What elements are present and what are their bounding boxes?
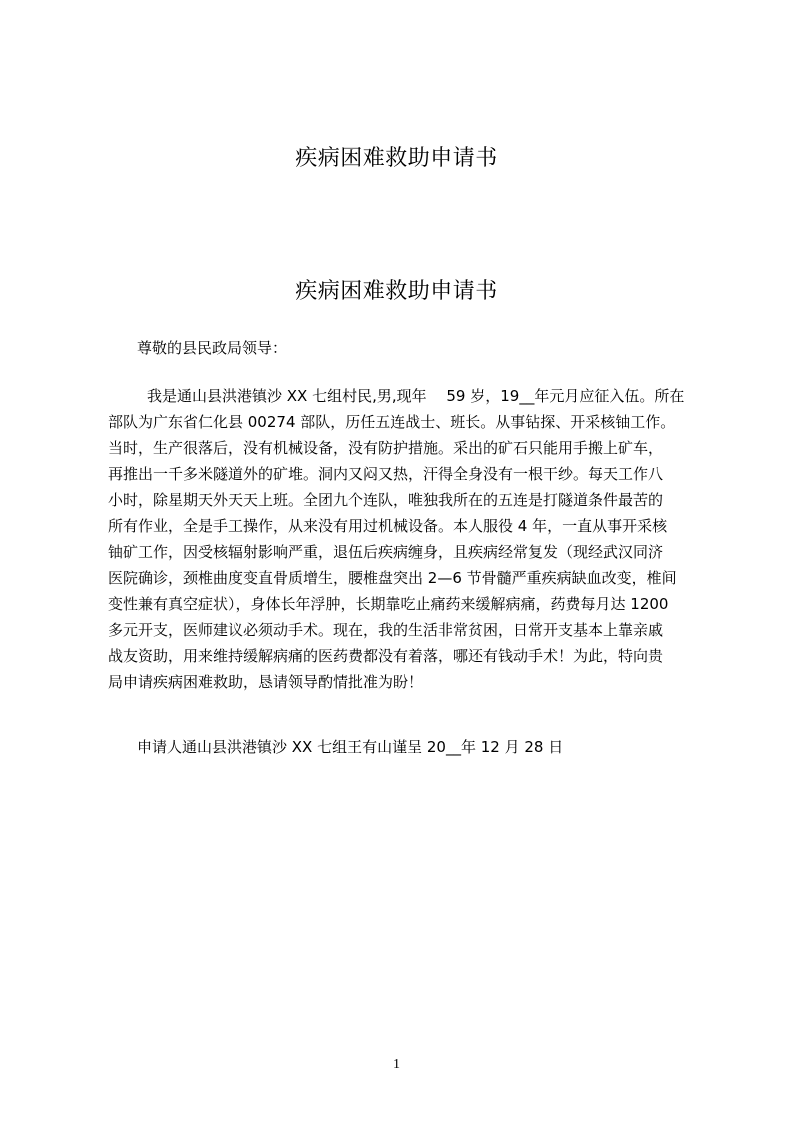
body-line: 部队为广东省仁化县 00274 部队，历任五连战士、班长。从事钻探、开采核铀工作。 bbox=[108, 413, 676, 431]
document-header-title: 疾病困难救助申请书 bbox=[295, 146, 498, 171]
body-line: 我是通山县洪港镇沙 XX 七组村民,男,现年 59 岁，19__年元月应征入伍。所在 bbox=[147, 387, 685, 405]
letter-body bbox=[108, 383, 696, 695]
body-line: 所有作业，全是手工操作，从来没有用过机械设备。本人服役 4 年，一直从事开采核 bbox=[108, 517, 668, 535]
salutation: 尊敬的县民政局领导： bbox=[137, 339, 288, 357]
body-line: 医院确诊，颈椎曲度变直骨质增生，腰椎盘突出 2—6 节骨髓严重疾病缺血改变，椎间 bbox=[108, 569, 677, 587]
body-line: 多元开支，医师建议必须动手术。现在，我的生活非常贫困，日常开支基本上靠亲戚 bbox=[108, 621, 664, 639]
body-line: 局申请疾病困难救助，恳请领导酌情批准为盼！ bbox=[108, 673, 424, 691]
body-line: 再推出一千多米隧道外的矿堆。洞内又闷又热，汗得全身没有一根干纱。每天工作八 bbox=[108, 465, 664, 483]
body-line: 当时，生产很落后，没有机械设备，没有防护措施。采出的矿石只能用手搬上矿车， bbox=[108, 439, 664, 457]
signature-line: 申请人通山县洪港镇沙 XX 七组王有山谨呈 20__年 12 月 28 日 bbox=[137, 738, 564, 756]
body-line: 小时，除星期天外天天上班。全团九个连队，唯独我所在的五连是打隧道条件最苦的 bbox=[108, 491, 664, 509]
body-line: 变性兼有真空症状），身体长年浮肿，长期靠吃止痛药来缓解病痛，药费每月达 1200 bbox=[108, 595, 669, 613]
page-number: 1 bbox=[393, 1057, 400, 1072]
body-line: 战友资助，用来维持缓解病痛的医药费都没有着落，哪还有钱动手术！为此，特向贵 bbox=[108, 647, 664, 665]
body-line: 铀矿工作，因受核辐射影响严重，退伍后疾病缠身，且疾病经常复发（现经武汉同济 bbox=[108, 543, 664, 561]
letter-title: 疾病困难救助申请书 bbox=[295, 279, 498, 304]
